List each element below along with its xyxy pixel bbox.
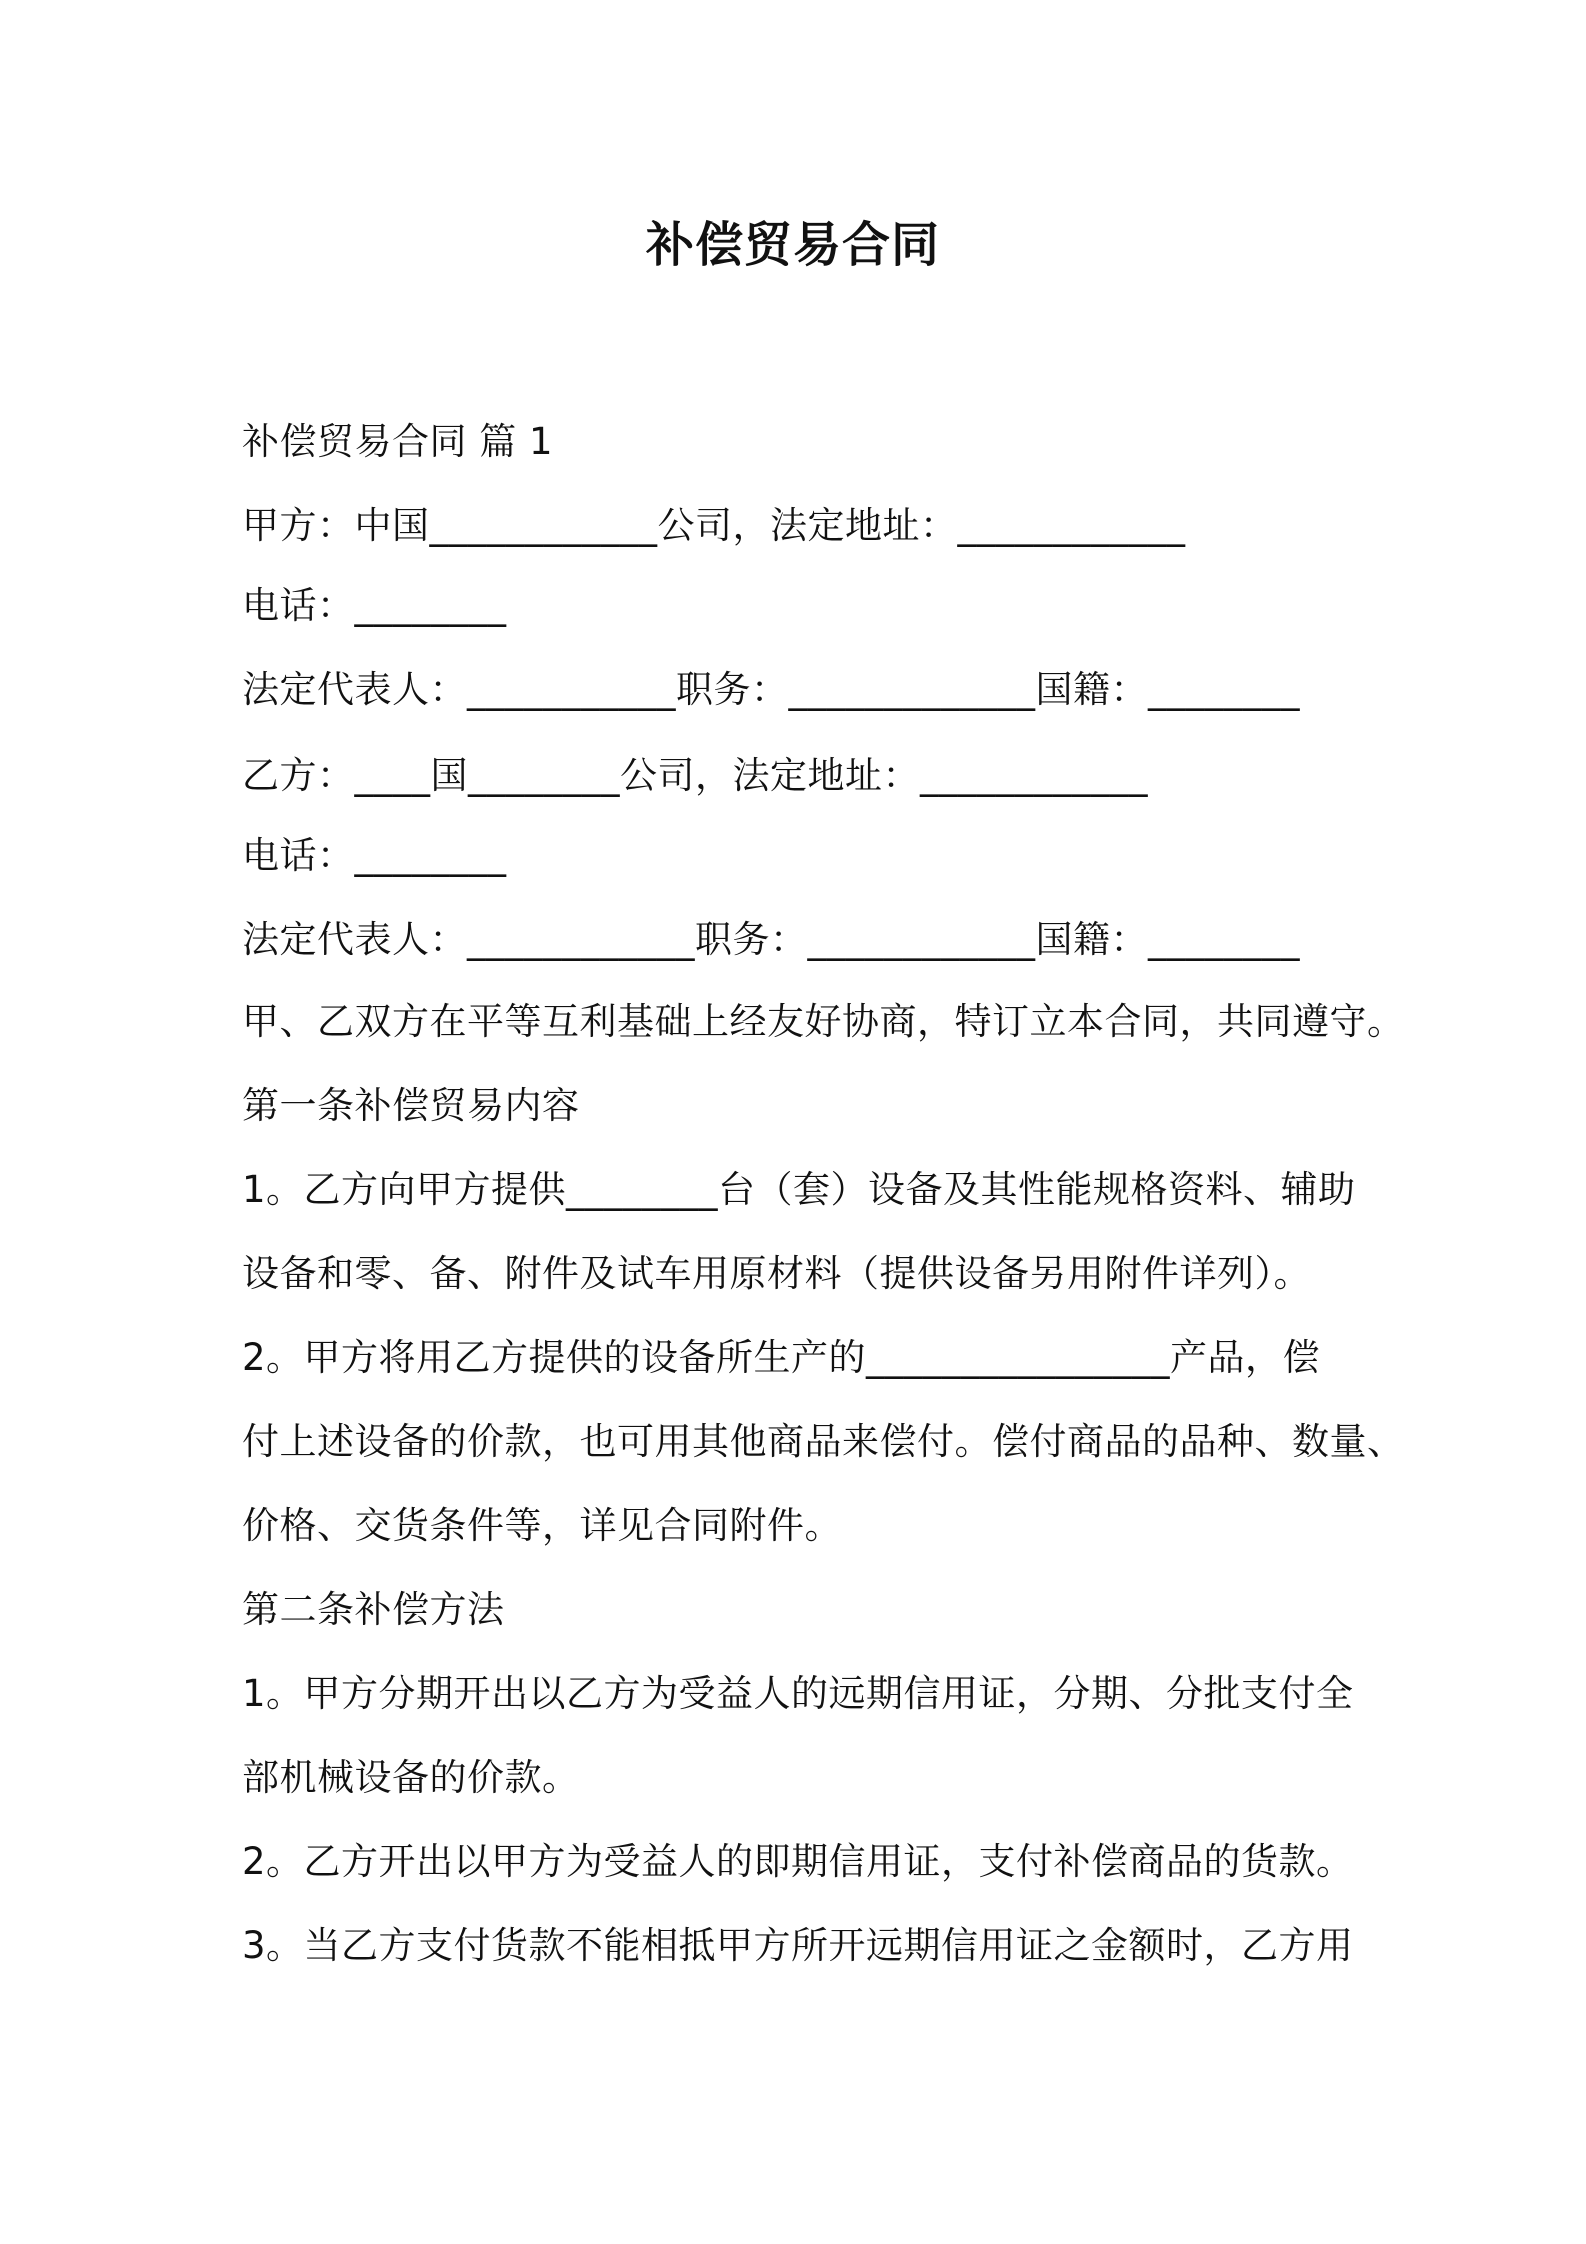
article-1-clause-1: 1。乙方向甲方提供________台（套）设备及其性能规格资料、辅助 <box>242 1168 1356 1211</box>
party-a-phone: 电话：________ <box>242 584 507 627</box>
document-title: 补偿贸易合同 <box>645 217 940 273</box>
article-1-clause-2: 2。甲方将用乙方提供的设备所生产的________________产品，偿 <box>242 1336 1321 1379</box>
party-a-representative: 法定代表人：___________职务：_____________国籍：________ <box>242 668 1300 711</box>
article-2-clause-3: 3。当乙方支付货款不能相抵甲方所开远期信用证之金额时，乙方用 <box>242 1924 1354 1967</box>
party-b-phone: 电话：________ <box>242 834 507 877</box>
article-2-clause-1-cont: 部机械设备的价款。 <box>242 1756 580 1799</box>
section-heading: 补偿贸易合同 篇 1 <box>242 420 554 463</box>
party-b-representative: 法定代表人：____________职务：____________国籍：________ <box>242 918 1300 961</box>
article-1-heading: 第一条补偿贸易内容 <box>242 1084 580 1127</box>
article-2-clause-1: 1。甲方分期开出以乙方为受益人的远期信用证，分期、分批支付全 <box>242 1672 1354 1715</box>
article-2-clause-2: 2。乙方开出以甲方为受益人的即期信用证，支付补偿商品的货款。 <box>242 1840 1354 1883</box>
party-b-company: 乙方：____国________公司，法定地址：____________ <box>242 754 1148 797</box>
party-a-company: 甲方：中国____________公司，法定地址：____________ <box>242 504 1186 547</box>
article-2-heading: 第二条补偿方法 <box>242 1588 505 1631</box>
article-1-clause-2-cont: 付上述设备的价款，也可用其他商品来偿付。偿付商品的品种、数量、 <box>242 1420 1405 1463</box>
article-1-clause-1-cont: 设备和零、备、附件及试车用原材料（提供设备另用附件详列）。 <box>242 1252 1311 1295</box>
article-1-clause-2-end: 价格、交货条件等，详见合同附件。 <box>242 1504 842 1547</box>
agreement-statement: 甲、乙双方在平等互利基础上经友好协商，特订立本合同，共同遵守。 <box>242 1000 1405 1043</box>
